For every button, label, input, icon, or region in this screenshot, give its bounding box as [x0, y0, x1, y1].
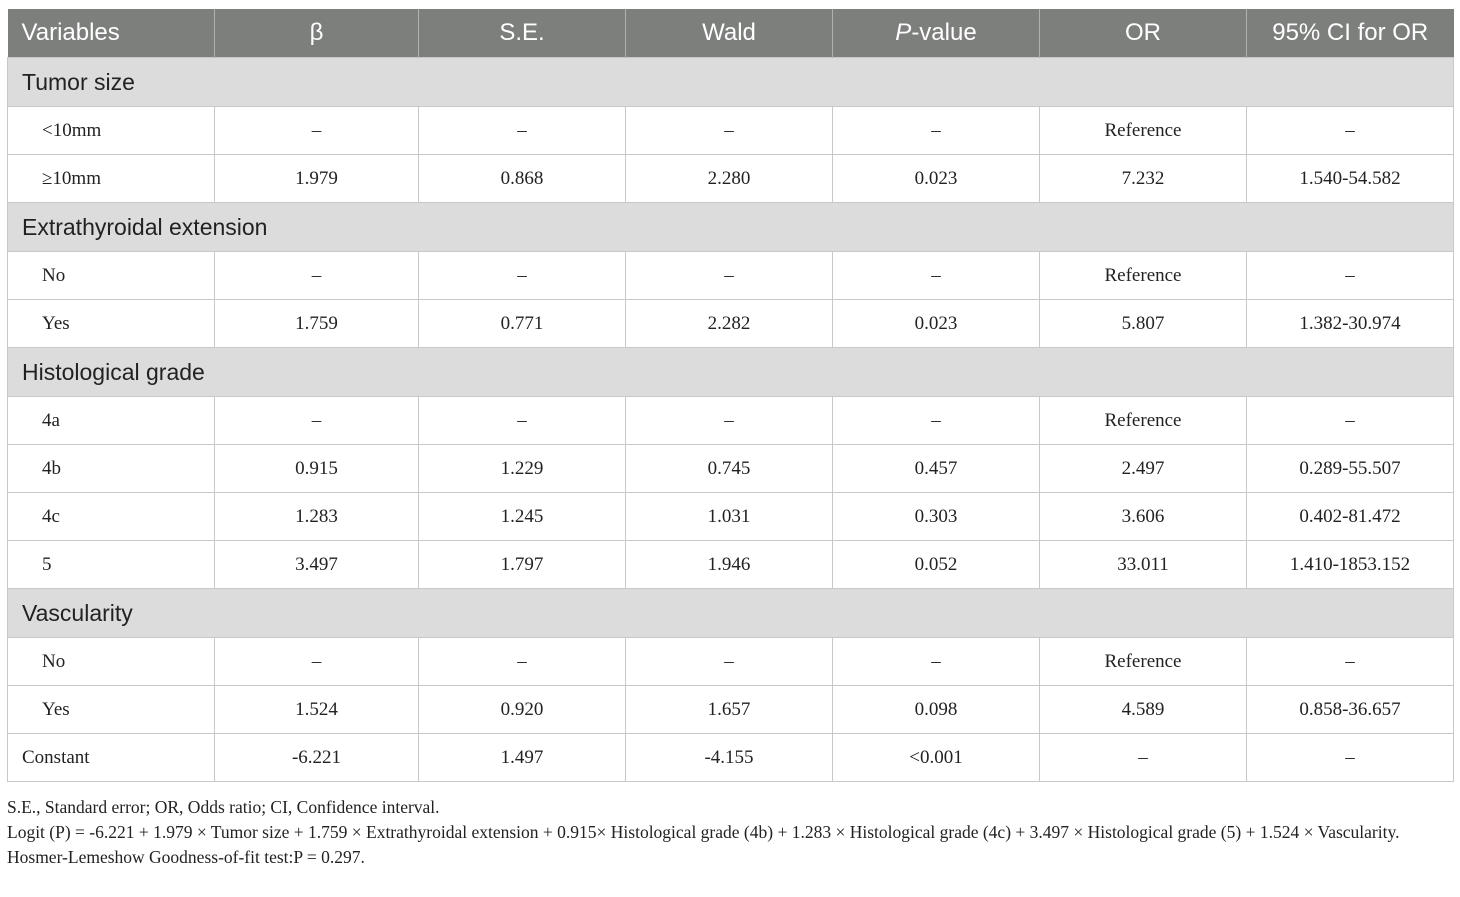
- cell-beta: -6.221: [215, 734, 419, 782]
- cell-wald: 1.657: [626, 686, 833, 734]
- cell-se: 1.245: [419, 493, 626, 541]
- cell-beta: 1.979: [215, 155, 419, 203]
- table-row: [8, 107, 1454, 155]
- cell-se: –: [419, 397, 626, 445]
- group-title: Vascularity: [8, 589, 1454, 638]
- cell-or: Reference: [1040, 107, 1247, 155]
- cell-or: –: [1040, 734, 1247, 782]
- cell-wald: –: [626, 397, 833, 445]
- cell-beta: 3.497: [215, 541, 419, 589]
- cell-ci: –: [1247, 252, 1454, 300]
- cell-se: –: [419, 252, 626, 300]
- cell-ci: –: [1247, 638, 1454, 686]
- cell-p-value: <0.001: [833, 734, 1040, 782]
- cell-wald: –: [626, 107, 833, 155]
- cell-beta: –: [215, 252, 419, 300]
- cell-label: Yes: [8, 686, 215, 734]
- cell-p-value: –: [833, 638, 1040, 686]
- cell-beta: 1.759: [215, 300, 419, 348]
- table-row: [8, 493, 1454, 541]
- header-p-value: [833, 9, 1040, 58]
- cell-p-value: –: [833, 252, 1040, 300]
- header-ci: 95% CI for OR: [1247, 9, 1454, 58]
- cell-se: 0.771: [419, 300, 626, 348]
- cell-p-value: –: [833, 397, 1040, 445]
- logistic-regression-table: [7, 9, 1454, 782]
- table-footnotes: [7, 795, 1453, 870]
- cell-beta: 1.524: [215, 686, 419, 734]
- cell-label: No: [8, 252, 215, 300]
- cell-beta: –: [215, 397, 419, 445]
- cell-p-value: 0.098: [833, 686, 1040, 734]
- header-beta: β: [215, 9, 419, 58]
- cell-or: 5.807: [1040, 300, 1247, 348]
- cell-or: Reference: [1040, 252, 1247, 300]
- cell-se: 0.920: [419, 686, 626, 734]
- cell-beta: –: [215, 638, 419, 686]
- cell-wald: –: [626, 638, 833, 686]
- cell-wald: 0.745: [626, 445, 833, 493]
- table-row: [8, 300, 1454, 348]
- footnote-hosmer-lemeshow: Hosmer-Lemeshow Goodness-of-fit test:P = 0.297.: [7, 847, 365, 867]
- cell-se: –: [419, 107, 626, 155]
- header-or: OR: [1040, 9, 1247, 58]
- cell-p-value: 0.023: [833, 155, 1040, 203]
- table-row: [8, 445, 1454, 493]
- cell-or: 7.232: [1040, 155, 1247, 203]
- cell-ci: 0.289-55.507: [1247, 445, 1454, 493]
- cell-or: Reference: [1040, 638, 1247, 686]
- cell-wald: 2.280: [626, 155, 833, 203]
- regression-table-container: [7, 9, 1453, 782]
- cell-label: 4c: [8, 493, 215, 541]
- header-se: S.E.: [419, 9, 626, 58]
- table-header-row: [8, 9, 1454, 58]
- cell-or: 2.497: [1040, 445, 1247, 493]
- cell-or: 33.011: [1040, 541, 1247, 589]
- cell-beta: –: [215, 107, 419, 155]
- table-row: [8, 155, 1454, 203]
- cell-ci: 0.402-81.472: [1247, 493, 1454, 541]
- group-header-row: [8, 203, 1454, 252]
- cell-label: 5: [8, 541, 215, 589]
- cell-label: ≥10mm: [8, 155, 215, 203]
- group-title: Histological grade: [8, 348, 1454, 397]
- group-header-row: [8, 589, 1454, 638]
- cell-se: 1.797: [419, 541, 626, 589]
- cell-p-value: 0.303: [833, 493, 1040, 541]
- cell-ci: –: [1247, 397, 1454, 445]
- cell-se: 1.497: [419, 734, 626, 782]
- cell-p-value: 0.457: [833, 445, 1040, 493]
- table-row: [8, 686, 1454, 734]
- cell-wald: 2.282: [626, 300, 833, 348]
- group-title: Tumor size: [8, 58, 1454, 107]
- cell-wald: –: [626, 252, 833, 300]
- table-row: [8, 638, 1454, 686]
- cell-label: <10mm: [8, 107, 215, 155]
- header-variables: Variables: [8, 9, 215, 58]
- header-p-italic: P: [895, 19, 912, 46]
- cell-wald: 1.031: [626, 493, 833, 541]
- cell-ci: 1.382-30.974: [1247, 300, 1454, 348]
- cell-beta: 0.915: [215, 445, 419, 493]
- cell-p-value: 0.023: [833, 300, 1040, 348]
- table-row: [8, 541, 1454, 589]
- cell-or: 4.589: [1040, 686, 1247, 734]
- cell-ci: –: [1247, 107, 1454, 155]
- cell-ci: 1.410-1853.152: [1247, 541, 1454, 589]
- cell-p-value: –: [833, 107, 1040, 155]
- table-row: [8, 252, 1454, 300]
- cell-wald: -4.155: [626, 734, 833, 782]
- cell-ci: 1.540-54.582: [1247, 155, 1454, 203]
- cell-se: 0.868: [419, 155, 626, 203]
- cell-beta: 1.283: [215, 493, 419, 541]
- group-title: Extrathyroidal extension: [8, 203, 1454, 252]
- cell-se: –: [419, 638, 626, 686]
- cell-label: No: [8, 638, 215, 686]
- table-row: [8, 397, 1454, 445]
- cell-label: 4a: [8, 397, 215, 445]
- group-header-row: [8, 58, 1454, 107]
- header-p-rest: -value: [911, 19, 977, 46]
- cell-label: 4b: [8, 445, 215, 493]
- cell-label: Yes: [8, 300, 215, 348]
- cell-or: 3.606: [1040, 493, 1247, 541]
- cell-ci: 0.858-36.657: [1247, 686, 1454, 734]
- group-header-row: [8, 348, 1454, 397]
- footnote-logit-equation: Logit (P) = -6.221 + 1.979 × Tumor size + 1.759 × Extrathyroidal extension + 0.915× Histological grade (4b) + 1.283 × Histological grade (4c) + 3.497 × Histological grade (5) + 1.524 × Vascularity.: [7, 822, 1400, 842]
- cell-wald: 1.946: [626, 541, 833, 589]
- cell-p-value: 0.052: [833, 541, 1040, 589]
- cell-ci: –: [1247, 734, 1454, 782]
- constant-row: [8, 734, 1454, 782]
- cell-or: Reference: [1040, 397, 1247, 445]
- footnote-abbreviations: S.E., Standard error; OR, Odds ratio; CI, Confidence interval.: [7, 797, 440, 817]
- cell-se: 1.229: [419, 445, 626, 493]
- header-wald: Wald: [626, 9, 833, 58]
- cell-label: Constant: [8, 734, 215, 782]
